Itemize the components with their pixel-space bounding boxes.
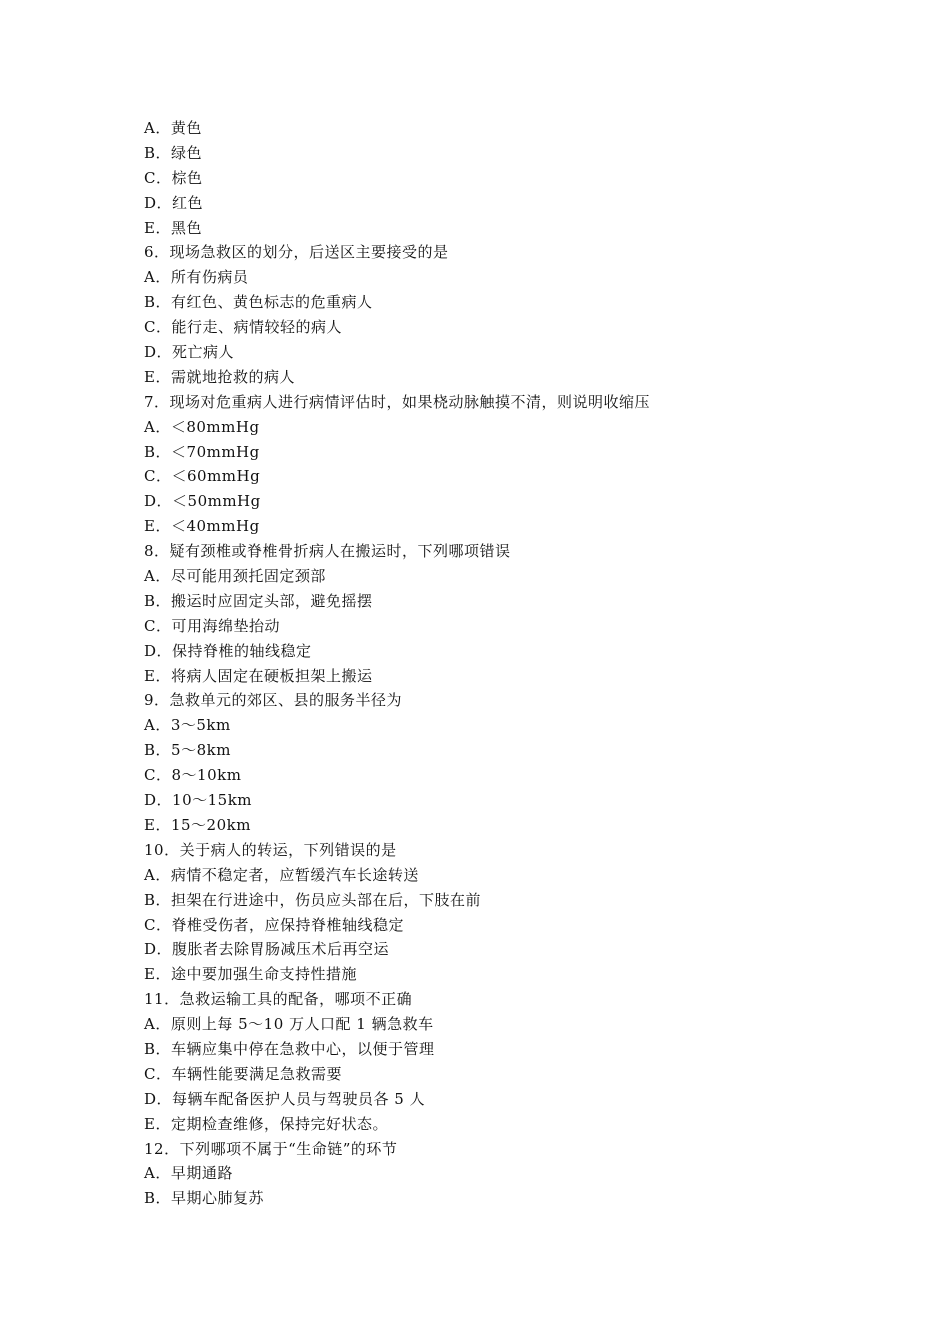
text-line: E．定期检查维修，保持完好状态。: [144, 1114, 388, 1133]
text-line: E．＜40mmHg: [144, 517, 260, 536]
document-body: [144, 116, 844, 1211]
text-line: A．所有伤病员: [144, 268, 249, 287]
text-line: B．搬运时应固定头部，避免摇摆: [144, 591, 373, 610]
text-line: B．＜70mmHg: [144, 442, 260, 461]
text-line: C．可用海绵垫抬动: [144, 616, 280, 635]
text-line: C．能行走、病情较轻的病人: [144, 318, 342, 337]
text-line: D．死亡病人: [144, 343, 235, 362]
text-line: C．8～10km: [144, 766, 242, 785]
text-line: A．早期通路: [144, 1164, 233, 1183]
text-line: A．病情不稳定者，应暂缓汽车长途转送: [144, 865, 419, 884]
text-line: A．3～5km: [144, 716, 231, 735]
text-line: B．早期心肺复苏: [144, 1189, 265, 1208]
text-line: A．尽可能用颈托固定颈部: [144, 567, 326, 586]
text-line: D．每辆车配备医护人员与驾驶员各 5 人: [144, 1089, 426, 1108]
text-line: A．＜80mmHg: [144, 417, 260, 436]
text-line: E．途中要加强生命支持性措施: [144, 965, 357, 984]
text-line: 9．急救单元的郊区、县的服务半径为: [144, 691, 403, 710]
text-line: B．车辆应集中停在急救中心，以便于管理: [144, 1039, 435, 1058]
text-line: C．棕色: [144, 168, 203, 187]
text-line: E．需就地抢救的病人: [144, 367, 295, 386]
text-line: D．红色: [144, 193, 204, 212]
text-line: B．有红色、黄色标志的危重病人: [144, 293, 373, 312]
text-line: 10．关于病人的转运，下列错误的是: [144, 840, 397, 859]
text-line: C．车辆性能要满足急救需要: [144, 1064, 342, 1083]
text-line: 12．下列哪项不属于“生命链”的环节: [144, 1139, 398, 1158]
text-line: E．将病人固定在硬板担架上搬运: [144, 666, 373, 685]
text-line: 11．急救运输工具的配备，哪项不正确: [144, 990, 413, 1009]
text-line: 8．疑有颈椎或脊椎骨折病人在搬运时，下列哪项错误: [144, 542, 511, 561]
text-line: B．5～8km: [144, 741, 231, 760]
text-line: D．＜50mmHg: [144, 492, 261, 511]
text-line: 6．现场急救区的划分，后送区主要接受的是: [144, 243, 449, 262]
text-line: A．黄色: [144, 119, 202, 137]
text-line: E．15～20km: [144, 815, 251, 834]
text-line: D．10～15km: [144, 791, 253, 810]
text-line: A．原则上每 5～10 万人口配 1 辆急救车: [144, 1015, 434, 1034]
text-line: D．保持脊椎的轴线稳定: [144, 641, 312, 660]
text-line: B．担架在行进途中，伤员应头部在后，下肢在前: [144, 890, 482, 909]
text-line: 7．现场对危重病人进行病情评估时，如果桡动脉触摸不清，则说明收缩压: [144, 392, 651, 411]
text-line: C．＜60mmHg: [144, 467, 261, 486]
text-line: C．脊椎受伤者，应保持脊椎轴线稳定: [144, 915, 404, 934]
text-line: B．绿色: [144, 143, 203, 162]
text-line: D．腹胀者去除胃肠减压术后再空运: [144, 940, 390, 959]
text-line: E．黑色: [144, 218, 202, 237]
